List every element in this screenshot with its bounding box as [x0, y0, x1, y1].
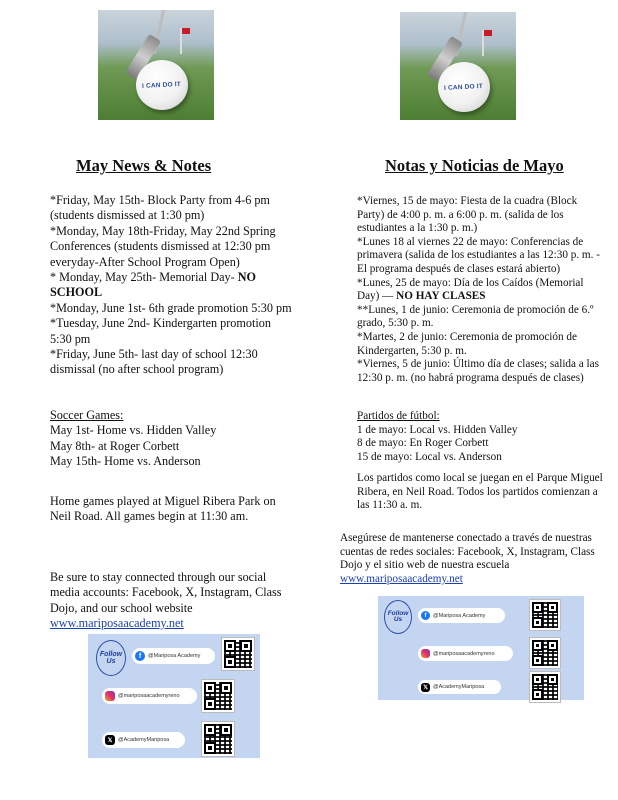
facebook-qr-code-es [530, 600, 560, 630]
event-4: *Monday, June 1st- 6th grade promotion 5:30 pm [50, 300, 292, 315]
golf-ball [136, 60, 188, 110]
spanish-events [357, 195, 607, 385]
instagram-pill[interactable] [102, 688, 197, 704]
flag [182, 28, 190, 34]
social-note-es-text: Asegúrese de mantenerse conectado a través de nuestras cuentas de redes sociales: Facebook, X, Instagram, Class Dojo y el sitio web de nuestra escuela [340, 532, 595, 572]
evento-3-text: *Lunes, 25 de mayo: Día de los Caídos (Memorial Day) — [357, 276, 584, 303]
website-link-es[interactable]: www.mariposaacademy.net [340, 572, 463, 585]
golf-ball-image-es [400, 12, 516, 120]
x-icon: 𝕏 [105, 735, 115, 745]
facebook-pill-es[interactable] [418, 608, 505, 623]
evento-2: *Lunes 18 al viernes 22 de mayo: Conferencias de primavera (salida de los estudiantes a las 12:30 p. m. - El programa después de clases estará abierto) [357, 235, 600, 275]
social-note-text: Be sure to stay connected through our social media accounts: Facebook, X, Instagram, Class Dojo, and our school website [50, 570, 282, 615]
evento-3 [357, 277, 607, 304]
evento-1: *Viernes, 15 de mayo: Fiesta de la cuadra (Block Party) de 4:00 p. m. a 6:00 p. m. (salida de los estudiantes a la 1:30 p. m.) [357, 195, 578, 235]
x-qr-code-es [530, 672, 560, 702]
social-note-es [340, 532, 605, 586]
event-3-text: * Monday, May 25th- Memorial Day- [50, 270, 238, 285]
instagram-icon [105, 691, 115, 701]
event-1: *Friday, May 15th- Block Party from 4-6 pm (students dismissed at 1:30 pm) [50, 193, 270, 223]
instagram-handle-es: @mariposaacademyreno [433, 650, 495, 657]
event-2: *Monday, May 18th-Friday, May 22nd Spring Conferences (students dismissed at 12:30 pm everyday-After School Program Open) [50, 223, 276, 269]
golf-ball-es [438, 62, 490, 112]
us-label-es: Us [393, 616, 403, 623]
english-soccer [50, 408, 295, 470]
evento-4: **Lunes, 1 de junio: Ceremonia de promoción de 6.º grado, 5:30 p. m. [357, 303, 594, 330]
facebook-handle: @Mariposa Academy [148, 653, 201, 659]
x-pill[interactable] [102, 732, 185, 748]
soccer-game-1: May 1st- Home vs. Hidden Valley [50, 423, 217, 438]
instagram-pill-es[interactable] [418, 646, 513, 661]
x-handle-es: @AcademyMariposa [433, 684, 485, 690]
us-label: Us [106, 658, 116, 665]
spanish-home-games [357, 472, 607, 513]
flag-es [484, 30, 492, 36]
partido-2: 8 de mayo: En Roger Corbett [357, 437, 489, 450]
instagram-qr-code [202, 680, 234, 712]
spanish-social-note [340, 532, 605, 586]
english-home-games [50, 494, 285, 525]
soccer-game-3: May 15th- Home vs. Anderson [50, 454, 201, 469]
facebook-qr-code [222, 638, 254, 670]
soccer-heading: Soccer Games: [50, 408, 124, 422]
social-note [50, 570, 295, 632]
follow-label-es: Follow [387, 609, 409, 617]
ball-label: I CAN DO IT [142, 80, 182, 90]
spanish-soccer [357, 410, 607, 464]
spanish-title: Notas y Noticias de Mayo [385, 156, 564, 175]
instagram-qr-code-es [530, 638, 560, 668]
evento-3-bold: NO HAY CLASES [396, 290, 486, 303]
event-3-bold: NO SCHOOL [50, 270, 257, 300]
facebook-icon: f [135, 651, 145, 661]
facebook-handle-es: @Mariposa Academy [433, 612, 486, 619]
golf-ball-image [98, 10, 214, 120]
partidos-local-note: Los partidos como local se juegan en el Parque Miguel Ribera, en Neil Road. Todos los partidos comienzan a las 11:30 a. m. [357, 472, 603, 512]
follow-us-badge [96, 640, 126, 676]
english-title: May News & Notes [76, 156, 212, 175]
follow-label: Follow [99, 651, 123, 658]
facebook-pill[interactable] [132, 648, 215, 664]
facebook-icon-es: f [421, 611, 430, 620]
instagram-handle: @mariposaacademyreno [118, 693, 180, 699]
website-link[interactable]: www.mariposaacademy.net [50, 616, 184, 631]
soccer-game-2: May 8th- at Roger Corbett [50, 438, 180, 453]
x-qr-code [202, 722, 234, 756]
x-pill-es[interactable] [418, 680, 501, 694]
partido-3: 15 de mayo: Local vs. Anderson [357, 450, 502, 463]
social-card-spanish [378, 596, 584, 700]
event-6: *Friday, June 5th- last day of school 12:30 dismissal (no after school program) [50, 347, 258, 377]
follow-us-badge-es [384, 600, 412, 634]
x-handle: @AcademyMariposa [118, 737, 170, 743]
english-events [50, 193, 295, 378]
event-5: *Tuesday, June 2nd- Kindergarten promotion 5:30 pm [50, 316, 271, 346]
evento-6: *Viernes, 5 de junio: Último día de clases; salida a las 12:30 p. m. (no habrá programa después de clases) [357, 358, 599, 384]
partidos-heading: Partidos de fútbol: [357, 410, 440, 422]
english-social-note [50, 570, 295, 632]
partido-1: 1 de mayo: Local vs. Hidden Valley [357, 423, 518, 436]
event-3 [50, 270, 295, 301]
home-games-note: Home games played at Miguel Ribera Park on Neil Road. All games begin at 11:30 am. [50, 494, 276, 524]
evento-5: *Martes, 2 de junio: Ceremonia de promoción de Kindergarten, 5:30 p. m. [357, 330, 577, 357]
ball-label-es: I CAN DO IT [444, 82, 484, 92]
social-card-english [88, 634, 260, 758]
x-icon-es: 𝕏 [421, 683, 430, 692]
instagram-icon-es [421, 649, 430, 658]
